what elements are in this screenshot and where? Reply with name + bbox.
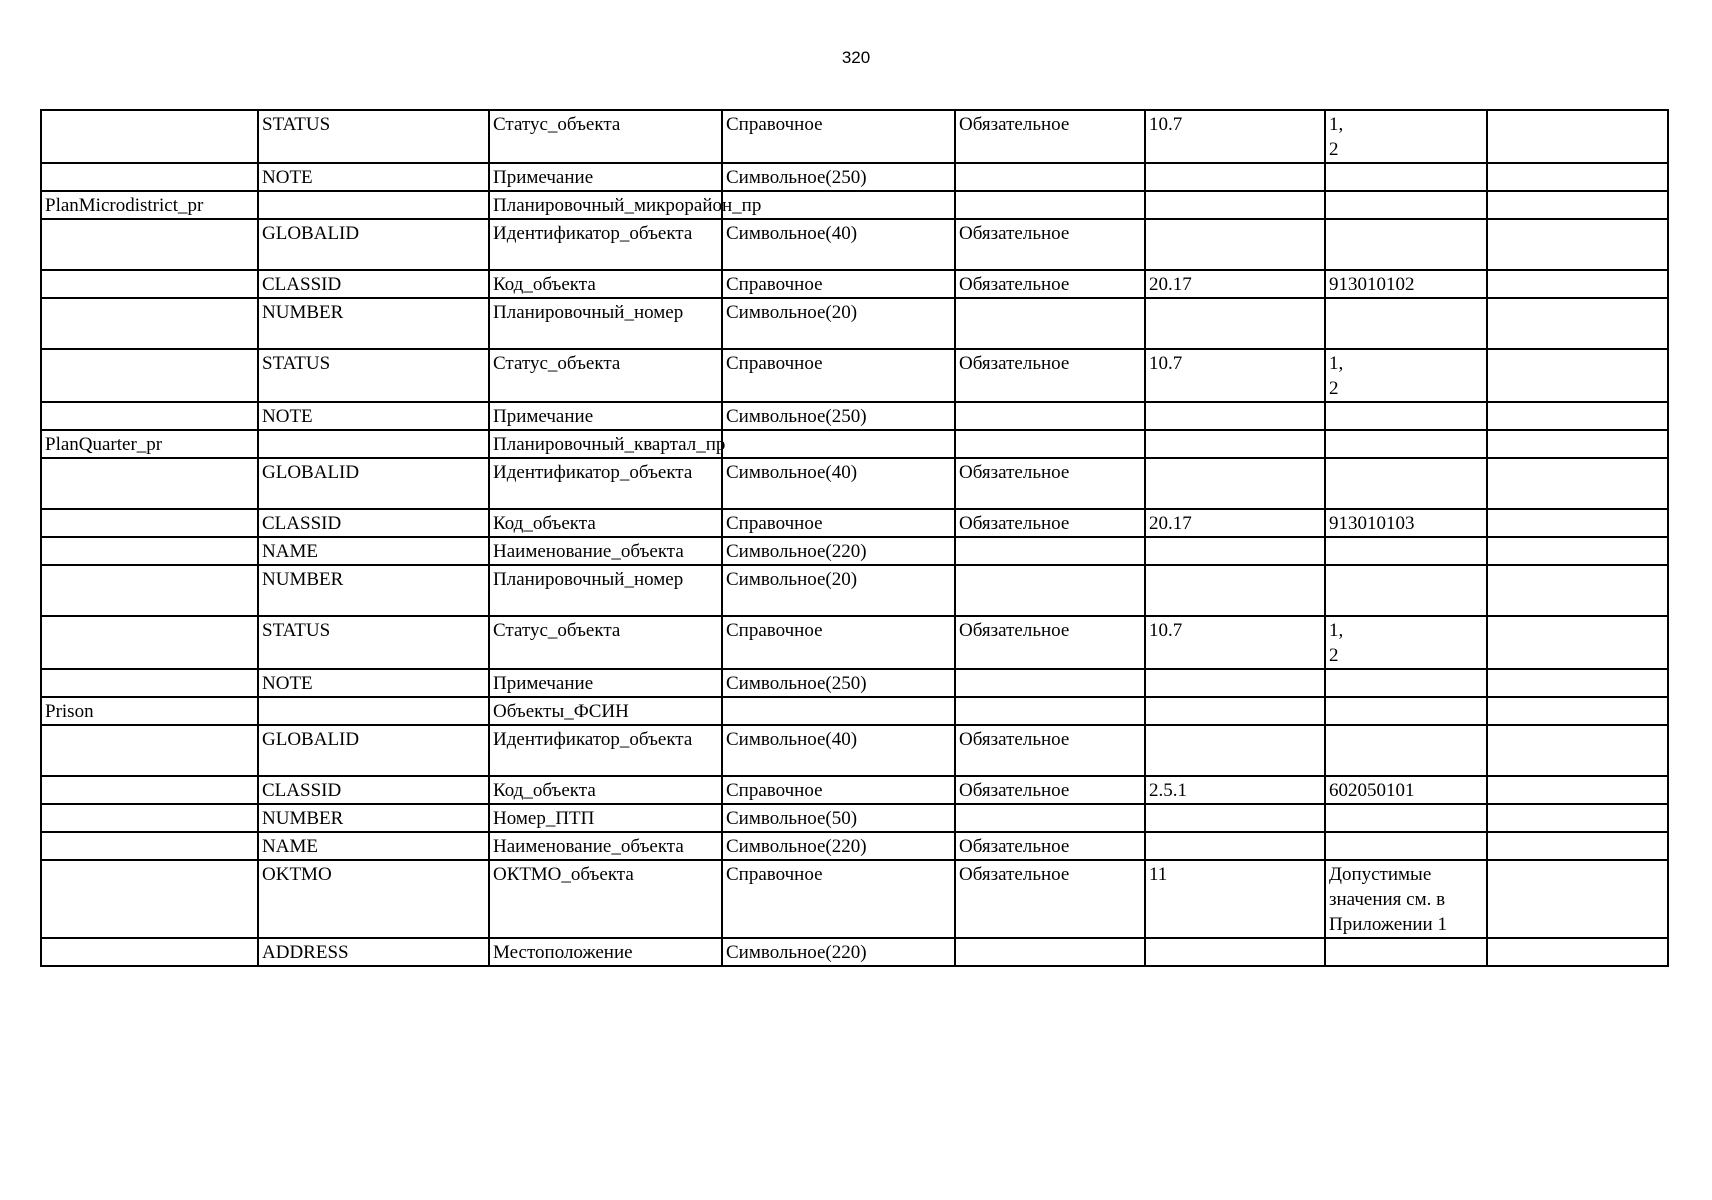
cell-classifier-ref: 10.7 (1145, 349, 1325, 402)
cell-field-name: NOTE (258, 163, 489, 191)
cell-field-type: Символьное(40) (722, 219, 955, 270)
attribute-table (40, 109, 1669, 967)
cell-layer-name (41, 402, 258, 430)
cell-classifier-ref (1145, 537, 1325, 565)
cell-note (1487, 537, 1668, 565)
cell-allowed-values: 1, 2 (1325, 110, 1487, 163)
table-row (41, 565, 1668, 616)
cell-allowed-values: 1, 2 (1325, 616, 1487, 669)
cell-allowed-values (1325, 725, 1487, 776)
cell-field-alias: Статус_объекта (489, 349, 722, 402)
cell-classifier-ref: 10.7 (1145, 616, 1325, 669)
cell-allowed-values (1325, 163, 1487, 191)
cell-field-alias: Идентификатор_объекта (489, 725, 722, 776)
cell-classifier-ref: 10.7 (1145, 110, 1325, 163)
table-row (41, 804, 1668, 832)
cell-note (1487, 270, 1668, 298)
cell-note (1487, 509, 1668, 537)
cell-allowed-values (1325, 219, 1487, 270)
table-row (41, 219, 1668, 270)
cell-note (1487, 110, 1668, 163)
page-number: 320 (841, 48, 871, 67)
cell-layer-name (41, 110, 258, 163)
cell-layer-name (41, 832, 258, 860)
cell-classifier-ref (1145, 298, 1325, 349)
cell-field-name: GLOBALID (258, 458, 489, 509)
cell-field-name: NAME (258, 832, 489, 860)
cell-allowed-values: 602050101 (1325, 776, 1487, 804)
cell-required (955, 669, 1145, 697)
cell-field-alias: Код_объекта (489, 270, 722, 298)
cell-field-name: NUMBER (258, 565, 489, 616)
cell-classifier-ref (1145, 163, 1325, 191)
cell-classifier-ref (1145, 938, 1325, 966)
cell-field-name: CLASSID (258, 270, 489, 298)
cell-required: Обязательное (955, 616, 1145, 669)
cell-field-name: ADDRESS (258, 938, 489, 966)
cell-classifier-ref (1145, 697, 1325, 725)
cell-required: Обязательное (955, 832, 1145, 860)
table-row (41, 832, 1668, 860)
cell-field-alias: Планировочный_номер (489, 565, 722, 616)
table-row (41, 458, 1668, 509)
cell-field-type (722, 697, 955, 725)
cell-allowed-values (1325, 430, 1487, 458)
cell-field-name: NUMBER (258, 804, 489, 832)
cell-field-name: NAME (258, 537, 489, 565)
cell-allowed-values (1325, 938, 1487, 966)
cell-layer-name (41, 537, 258, 565)
cell-layer-name (41, 349, 258, 402)
cell-allowed-values: 913010102 (1325, 270, 1487, 298)
cell-note (1487, 776, 1668, 804)
cell-required (955, 565, 1145, 616)
cell-field-alias: Примечание (489, 163, 722, 191)
cell-layer-name: PlanMicrodistrict_pr (41, 191, 258, 219)
cell-layer-name (41, 776, 258, 804)
cell-field-type: Справочное (722, 110, 955, 163)
cell-classifier-ref (1145, 725, 1325, 776)
cell-note (1487, 697, 1668, 725)
cell-field-type: Справочное (722, 349, 955, 402)
cell-field-type: Символьное(20) (722, 565, 955, 616)
cell-classifier-ref (1145, 191, 1325, 219)
cell-note (1487, 804, 1668, 832)
cell-note (1487, 430, 1668, 458)
cell-required (955, 804, 1145, 832)
table-row (41, 349, 1668, 402)
cell-classifier-ref: 20.17 (1145, 270, 1325, 298)
cell-field-type: Символьное(220) (722, 832, 955, 860)
cell-field-name: OKTMO (258, 860, 489, 938)
cell-required: Обязательное (955, 110, 1145, 163)
cell-allowed-values (1325, 191, 1487, 219)
cell-field-alias: Код_объекта (489, 776, 722, 804)
cell-field-name (258, 191, 489, 219)
cell-note (1487, 832, 1668, 860)
cell-field-type: Символьное(50) (722, 804, 955, 832)
cell-allowed-values (1325, 565, 1487, 616)
cell-required (955, 430, 1145, 458)
cell-required (955, 298, 1145, 349)
cell-allowed-values (1325, 832, 1487, 860)
cell-field-alias: Примечание (489, 402, 722, 430)
table-row (41, 430, 1668, 458)
cell-field-type: Символьное(250) (722, 402, 955, 430)
cell-layer-name (41, 298, 258, 349)
cell-field-type: Символьное(220) (722, 938, 955, 966)
cell-classifier-ref (1145, 804, 1325, 832)
cell-required (955, 163, 1145, 191)
cell-allowed-values: 1, 2 (1325, 349, 1487, 402)
cell-field-alias: Номер_ПТП (489, 804, 722, 832)
cell-field-type: Справочное (722, 776, 955, 804)
cell-field-alias: Наименование_объекта (489, 832, 722, 860)
cell-note (1487, 402, 1668, 430)
cell-layer-name (41, 725, 258, 776)
cell-field-name: STATUS (258, 110, 489, 163)
table-row (41, 776, 1668, 804)
table-row (41, 191, 1668, 219)
cell-layer-name (41, 860, 258, 938)
table-body (41, 110, 1668, 966)
cell-layer-name (41, 509, 258, 537)
cell-layer-name: Prison (41, 697, 258, 725)
cell-required: Обязательное (955, 458, 1145, 509)
cell-field-type: Символьное(40) (722, 458, 955, 509)
cell-note (1487, 298, 1668, 349)
cell-field-alias: ОКТМО_объекта (489, 860, 722, 938)
table-row (41, 509, 1668, 537)
cell-note (1487, 938, 1668, 966)
table-row (41, 270, 1668, 298)
cell-field-name: NOTE (258, 669, 489, 697)
cell-note (1487, 191, 1668, 219)
cell-classifier-ref (1145, 669, 1325, 697)
cell-allowed-values (1325, 804, 1487, 832)
cell-field-name (258, 430, 489, 458)
table-row (41, 669, 1668, 697)
cell-classifier-ref (1145, 832, 1325, 860)
cell-required (955, 697, 1145, 725)
cell-field-type: Справочное (722, 270, 955, 298)
cell-field-alias: Местоположение (489, 938, 722, 966)
cell-allowed-values: Допустимые значения см. в Приложении 1 (1325, 860, 1487, 938)
cell-field-alias: Идентификатор_объекта (489, 458, 722, 509)
cell-required (955, 191, 1145, 219)
cell-field-name: CLASSID (258, 776, 489, 804)
cell-field-alias: Планировочный_квартал_пр (489, 430, 722, 458)
cell-required: Обязательное (955, 219, 1145, 270)
cell-note (1487, 565, 1668, 616)
cell-classifier-ref (1145, 219, 1325, 270)
cell-field-alias: Наименование_объекта (489, 537, 722, 565)
cell-required (955, 402, 1145, 430)
cell-required: Обязательное (955, 776, 1145, 804)
table-row (41, 298, 1668, 349)
cell-field-alias: Статус_объекта (489, 110, 722, 163)
cell-allowed-values (1325, 697, 1487, 725)
cell-layer-name (41, 616, 258, 669)
cell-field-alias: Планировочный_номер (489, 298, 722, 349)
cell-field-name: GLOBALID (258, 725, 489, 776)
cell-allowed-values: 913010103 (1325, 509, 1487, 537)
table-row (41, 938, 1668, 966)
cell-layer-name: PlanQuarter_pr (41, 430, 258, 458)
cell-layer-name (41, 938, 258, 966)
cell-field-type: Символьное(250) (722, 669, 955, 697)
cell-note (1487, 669, 1668, 697)
cell-required: Обязательное (955, 270, 1145, 298)
cell-allowed-values (1325, 298, 1487, 349)
cell-allowed-values (1325, 537, 1487, 565)
cell-classifier-ref (1145, 458, 1325, 509)
cell-required: Обязательное (955, 725, 1145, 776)
cell-field-type: Символьное(40) (722, 725, 955, 776)
cell-layer-name (41, 804, 258, 832)
cell-required: Обязательное (955, 349, 1145, 402)
cell-field-type (722, 430, 955, 458)
cell-layer-name (41, 270, 258, 298)
table-row (41, 616, 1668, 669)
cell-required: Обязательное (955, 860, 1145, 938)
cell-field-name: NUMBER (258, 298, 489, 349)
cell-allowed-values (1325, 669, 1487, 697)
cell-classifier-ref (1145, 402, 1325, 430)
cell-layer-name (41, 219, 258, 270)
cell-field-name: GLOBALID (258, 219, 489, 270)
cell-field-name: NOTE (258, 402, 489, 430)
cell-field-name (258, 697, 489, 725)
cell-field-type: Справочное (722, 860, 955, 938)
cell-field-alias: Объекты_ФСИН (489, 697, 722, 725)
cell-classifier-ref (1145, 565, 1325, 616)
cell-allowed-values (1325, 402, 1487, 430)
cell-field-type: Справочное (722, 616, 955, 669)
cell-note (1487, 349, 1668, 402)
cell-field-name: CLASSID (258, 509, 489, 537)
cell-note (1487, 163, 1668, 191)
cell-field-alias: Планировочный_микрорайон_пр (489, 191, 722, 219)
cell-field-alias: Код_объекта (489, 509, 722, 537)
cell-note (1487, 860, 1668, 938)
cell-classifier-ref: 20.17 (1145, 509, 1325, 537)
cell-classifier-ref (1145, 430, 1325, 458)
table-row (41, 697, 1668, 725)
cell-note (1487, 725, 1668, 776)
table-row (41, 725, 1668, 776)
cell-field-type: Символьное(250) (722, 163, 955, 191)
cell-field-alias: Примечание (489, 669, 722, 697)
cell-field-name: STATUS (258, 349, 489, 402)
cell-field-alias: Статус_объекта (489, 616, 722, 669)
cell-required (955, 537, 1145, 565)
cell-field-type: Символьное(220) (722, 537, 955, 565)
table-row (41, 163, 1668, 191)
table-row (41, 860, 1668, 938)
cell-field-alias: Идентификатор_объекта (489, 219, 722, 270)
cell-note (1487, 219, 1668, 270)
cell-field-type: Справочное (722, 509, 955, 537)
cell-field-type: Символьное(20) (722, 298, 955, 349)
cell-note (1487, 458, 1668, 509)
cell-required (955, 938, 1145, 966)
cell-allowed-values (1325, 458, 1487, 509)
cell-layer-name (41, 669, 258, 697)
cell-layer-name (41, 163, 258, 191)
cell-classifier-ref: 11 (1145, 860, 1325, 938)
table-row (41, 537, 1668, 565)
cell-required: Обязательное (955, 509, 1145, 537)
cell-note (1487, 616, 1668, 669)
cell-classifier-ref: 2.5.1 (1145, 776, 1325, 804)
table-row (41, 402, 1668, 430)
cell-layer-name (41, 565, 258, 616)
cell-layer-name (41, 458, 258, 509)
table-row (41, 110, 1668, 163)
cell-field-name: STATUS (258, 616, 489, 669)
